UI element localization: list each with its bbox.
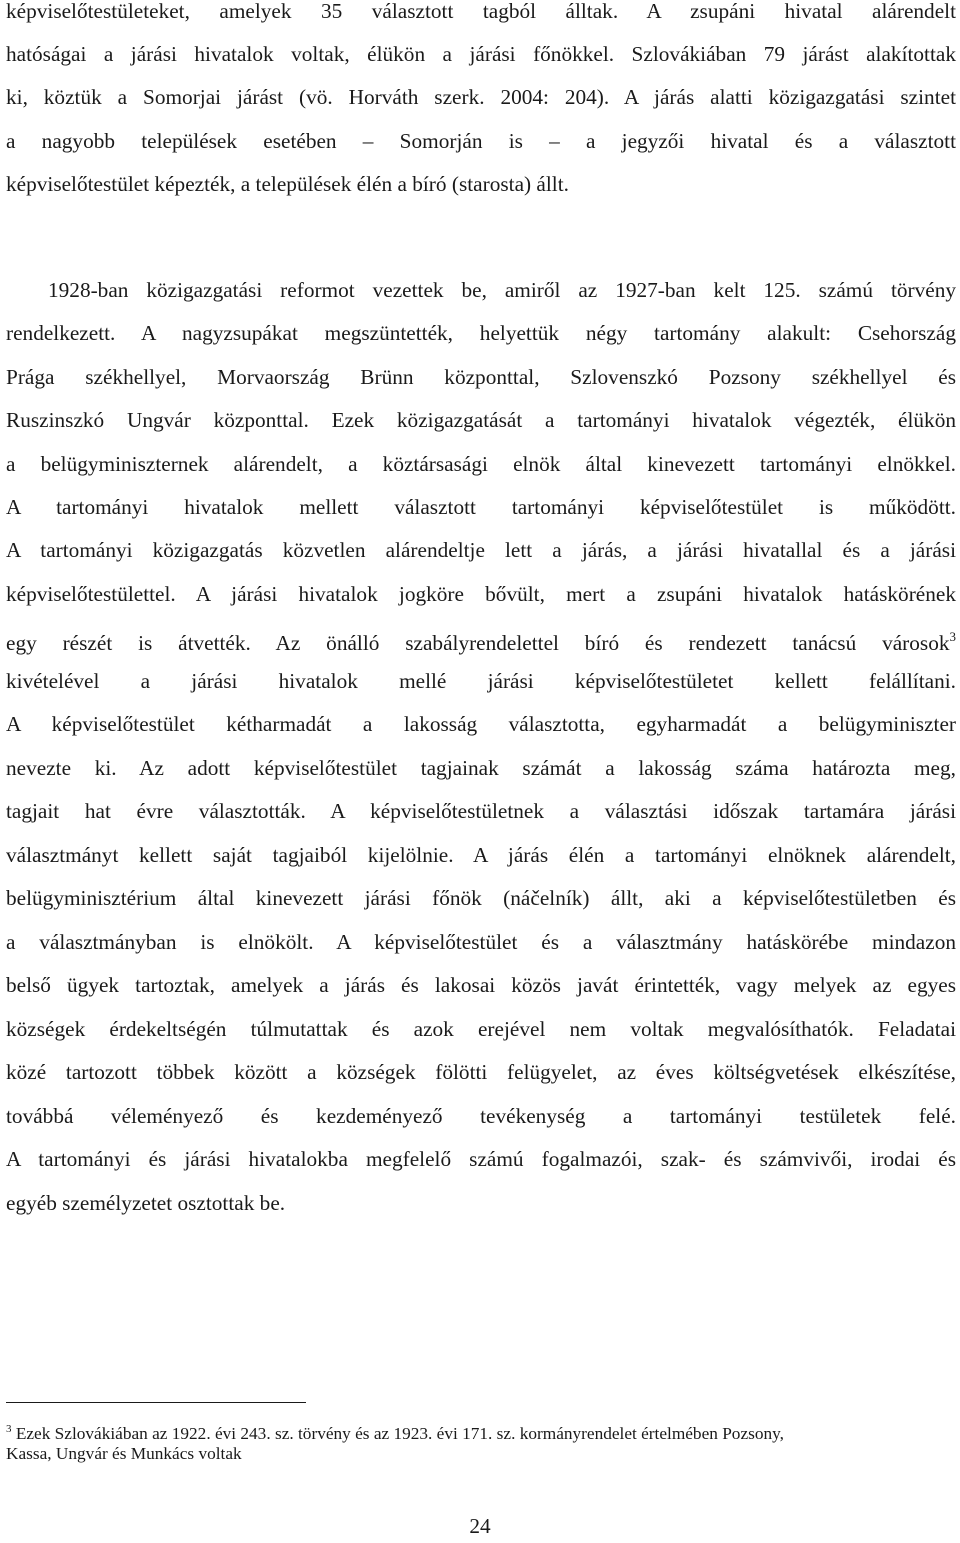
paragraph-2-line-20: továbbá véleményező és kezdeményező tevékenység a tartományi testületek felé. [6, 1104, 956, 1128]
paragraph-2-line-9 [6, 620, 956, 654]
paragraph-2-line-14: választmányt kellett saját tagjaiból kijelölnie. A járás élén a tartományi elnöknek alárendelt, [6, 843, 956, 867]
paragraph-2-line-1: 1928-ban közigazgatási reformot vezettek be, amiről az 1927-ban kelt 125. számú törvény [48, 278, 956, 302]
paragraph-2-line-7: A tartományi közigazgatás közvetlen alárendeltje lett a járás, a járási hivatallal és a járási [6, 538, 956, 562]
page-number: 24 [469, 1514, 491, 1538]
paragraph-2-line-4: Ruszinszkó Ungvár központtal. Ezek közigazgatását a tartományi hivatalok végezték, élükön [6, 408, 956, 432]
paragraph-2-line-17: belső ügyek tartoztak, amelyek a járás és lakosai közös javát érintették, vagy melyek az egyes [6, 973, 956, 997]
paragraph-2-line-15: belügyminisztérium által kinevezett járási főnök (náčelník) állt, aki a képviselőtestületben és [6, 886, 956, 910]
paragraph-2-line-6: A tartományi hivatalok mellett választott tartományi képviselőtestület is működött. [6, 495, 956, 519]
paragraph-2-line-8: képviselőtestülettel. A járási hivatalok jogköre bővült, mert a zsupáni hivatalok hatáskörének [6, 582, 956, 606]
paragraph-2-line-11: A képviselőtestület kétharmadát a lakosság választotta, egyharmadát a belügyminiszter [6, 712, 956, 736]
paragraph-2-line-13: tagjait hat évre választották. A képviselőtestületnek a választási időszak tartamára járási [6, 799, 956, 823]
paragraph-1-line-4: a nagyobb települések esetében – Somorján is – a jegyzői hivatal és a választott [6, 129, 956, 153]
paragraph-2-line-16: a választmányban is elnökölt. A képviselőtestület és a választmány hatáskörébe mindazon [6, 930, 956, 954]
paragraph-2-line-10: kivételével a járási hivatalok mellé járási képviselőtestületet kellett felállítani. [6, 669, 956, 693]
paragraph-2-line-12: nevezte ki. Az adott képviselőtestület tagjainak számát a lakosság száma határozta meg, [6, 756, 956, 780]
footnote-number: 3 [6, 1423, 12, 1435]
paragraph-2-line-19: közé tartozott többek között a községek fölötti felügyelet, az éves költségvetések elkészítése, [6, 1060, 956, 1084]
footnote-divider [6, 1402, 306, 1403]
paragraph-1-line-5: képviselőtestület képezték, a települések élén a bíró (starosta) állt. [6, 172, 569, 196]
paragraph-2-line-22: egyéb személyzetet osztottak be. [6, 1191, 286, 1215]
paragraph-2-line-21: A tartományi és járási hivatalokba megfelelő számú fogalmazói, szak- és számvivői, irodai és [6, 1147, 956, 1171]
footnote-reference[interactable]: 3 [949, 629, 956, 644]
paragraph-1-line-3: ki, köztük a Somorjai járást (vö. Horváth szerk. 2004: 204). A járás alatti közigazgatási szintet [6, 85, 956, 109]
paragraph-2-line-2: rendelkezett. A nagyzsupákat megszüntették, helyettük négy tartomány alakult: Csehország [6, 321, 956, 345]
paragraph-2-line-18: községek érdekeltségén túlmutattak és azok erejével nem voltak megvalósíthatók. Feladatai [6, 1017, 956, 1041]
paragraph-2-line-9-text: egy részét is átvették. Az önálló szabályrendelettel bíró és rendezett tanácsú városok [6, 631, 950, 655]
paragraph-2-line-5: a belügyminiszternek alárendelt, a köztársasági elnök által kinevezett tartományi elnökkel. [6, 452, 956, 476]
footnote-line-1 [6, 1416, 956, 1442]
footnote-line-2: Kassa, Ungvár és Munkács voltak [6, 1444, 242, 1463]
paragraph-1-line-1: képviselőtestületeket, amelyek 35 választott tagból álltak. A zsupáni hivatal alárendelt [6, 0, 956, 23]
paragraph-1-line-2: hatóságai a járási hivatalok voltak, élükön a járási főnökkel. Szlovákiában 79 járást alakítottak [6, 42, 956, 66]
paragraph-2-line-3: Prága székhellyel, Morvaország Brünn központtal, Szlovenszkó Pozsony székhellyel és [6, 365, 956, 389]
footnote-text-1: Ezek Szlovákiában az 1922. évi 243. sz. törvény és az 1923. évi 171. sz. kormányrendelet értelmében Pozsony, [15, 1424, 784, 1443]
